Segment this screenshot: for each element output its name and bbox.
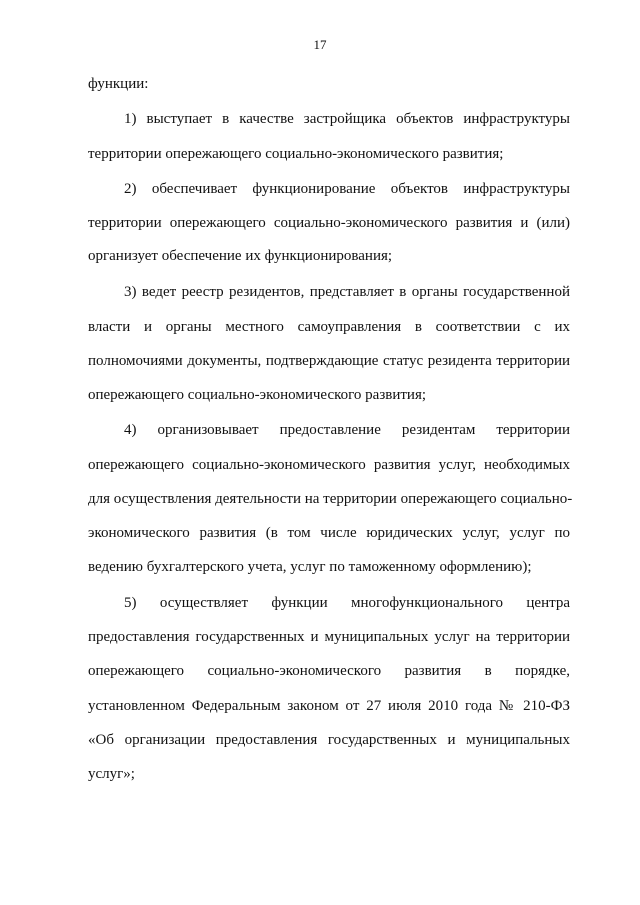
text-line: «Об организации предоставления государственных и муниципальных xyxy=(88,732,570,748)
text-line: полномочиями документы, подтверждающие статус резидента территории xyxy=(88,353,570,369)
text-line: опережающего социально-экономического развития в порядке, xyxy=(88,663,570,679)
text-line: территории опережающего социально-экономического развития и (или) xyxy=(88,215,570,231)
text-line-item-3-end: опережающего социально-экономического развития; xyxy=(88,387,427,403)
text-line-item-4-start: 4) организовывает предоставление резидентам территории xyxy=(124,422,570,438)
text-line-item-1-end: территории опережающего социально-экономического развития; xyxy=(88,146,504,162)
text-line-item-5-start: 5) осуществляет функции многофункционального центра xyxy=(124,595,570,611)
text-line: экономического развития (в том числе юридических услуг, услуг по xyxy=(88,525,570,541)
text-line: опережающего социально-экономического развития услуг, необходимых xyxy=(88,457,570,473)
text-line-item-3-start: 3) ведет реестр резидентов, представляет в органы государственной xyxy=(124,284,570,300)
text-line-item-4-end: ведению бухгалтерского учета, услуг по таможенному оформлению); xyxy=(88,559,532,575)
text-line-item-2-end: организует обеспечение их функционирования; xyxy=(88,248,393,264)
text-line: власти и органы местного самоуправления в соответствии с их xyxy=(88,319,570,335)
text-line: для осуществления деятельности на территории опережающего социально- xyxy=(88,491,573,507)
text-line-intro: функции: xyxy=(88,76,149,92)
text-line-item-1-start: 1) выступает в качестве застройщика объектов инфраструктуры xyxy=(124,111,570,127)
text-line: установленном Федеральным законом от 27 июля 2010 года № 210-ФЗ xyxy=(88,698,570,714)
text-line-item-2-start: 2) обеспечивает функционирование объектов инфраструктуры xyxy=(124,181,570,197)
text-line-item-5-end: услуг»; xyxy=(88,766,135,782)
text-line: предоставления государственных и муниципальных услуг на территории xyxy=(88,629,570,645)
page-number: 17 xyxy=(313,37,327,52)
